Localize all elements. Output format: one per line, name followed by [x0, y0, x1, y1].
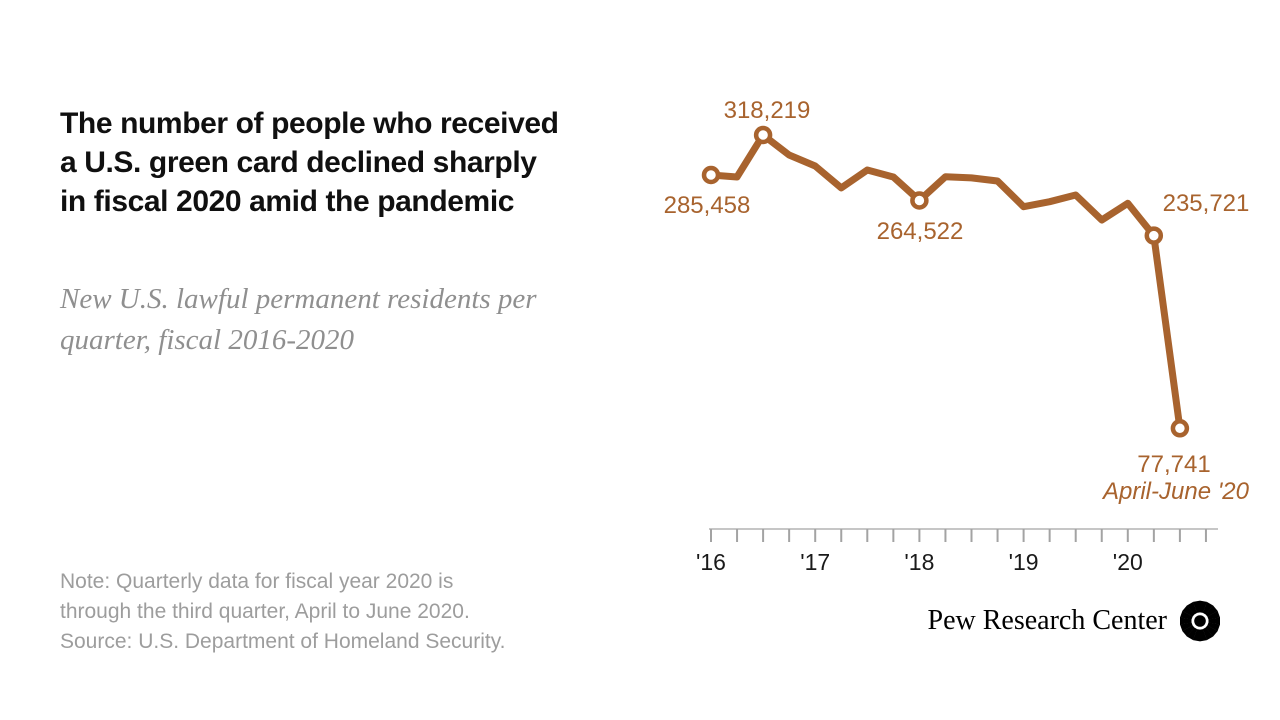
chart-subtitle [60, 279, 640, 361]
source-note [60, 567, 600, 657]
x-axis [696, 529, 1218, 575]
title-line: a U.S. green card declined sharply [60, 146, 537, 180]
subtitle-line: New U.S. lawful permanent residents per [60, 283, 537, 315]
note-line: Source: U.S. Department of Homeland Security. [60, 630, 506, 653]
svg-text:'16: '16 [696, 549, 726, 575]
brand-name: Pew Research Center [927, 605, 1167, 636]
quarterly-line-chart [640, 60, 1280, 590]
line-series [711, 135, 1180, 428]
title-line: The number of people who received [60, 107, 559, 141]
data-label: 318,219 [723, 97, 811, 124]
data-sublabel: April-June '20 [1103, 478, 1249, 505]
note-line: Note: Quarterly data for fiscal year 2020 is [60, 570, 454, 593]
subtitle-line: quarter, fiscal 2016-2020 [60, 324, 355, 356]
branding [928, 598, 1222, 644]
data-label: 285,458 [663, 192, 751, 219]
svg-text:'18: '18 [904, 549, 935, 575]
note-line: through the third quarter, April to June 2020. [60, 600, 470, 623]
data-label: 77,741 [1137, 451, 1211, 478]
svg-text:'20: '20 [1112, 549, 1143, 575]
svg-text:'17: '17 [800, 549, 831, 575]
data-label: 235,721 [1162, 190, 1250, 217]
pew-sunburst-icon [1178, 599, 1222, 643]
svg-text:'19: '19 [1008, 549, 1039, 575]
data-label: 264,522 [876, 218, 964, 245]
title-line: in fiscal 2020 amid the pandemic [60, 185, 515, 219]
page-title [60, 104, 640, 221]
